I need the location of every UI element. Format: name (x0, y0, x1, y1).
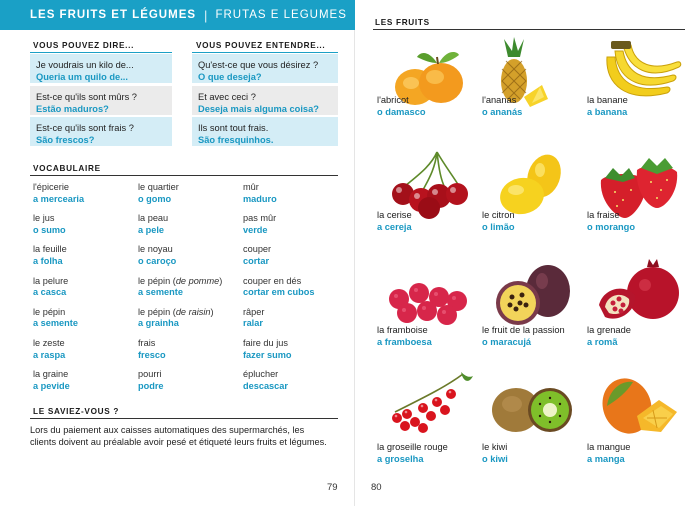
vocab-entry: faire du jus fazer sumo (243, 338, 292, 360)
vocab-rule (30, 175, 338, 176)
fruit-label: le fruit de la passion o maracujá (482, 325, 565, 347)
vocab-entry: la peau a pele (138, 213, 169, 235)
vocab-entry: le quartier o gomo (138, 182, 179, 204)
vocab-entry: le pépin (de pomme) a semente (138, 275, 223, 298)
redcurrant-icon (377, 366, 482, 441)
fruit-label: le kiwi o kiwi (482, 442, 508, 464)
vocab-entry: la feuille a folha (33, 244, 67, 266)
tip-header: LE SAVIEZ-VOUS ? (33, 407, 120, 416)
vocab-entry: frais fresco (138, 338, 166, 360)
vocab-entry: la graine a pevide (33, 369, 70, 391)
kiwi-icon (482, 366, 587, 441)
pomegranate-icon (587, 255, 692, 330)
fruit-label: la banane a banana (587, 95, 628, 117)
vocab-entry: couper en dés cortar em cubos (243, 275, 315, 298)
fruit-label: le citron o limão (482, 210, 515, 232)
vocab-entry: pas mûr verde (243, 213, 277, 235)
right-page (355, 0, 700, 506)
fruit-label: l'abricot o damasco (377, 95, 426, 117)
fruit-label: la mangue a manga (587, 442, 631, 464)
hear-rule (192, 52, 338, 53)
say-rule (30, 52, 172, 53)
fruit-label: la cerise a cereja (377, 210, 412, 232)
vocab-entry: couper cortar (243, 244, 272, 266)
vocab-entry: le zeste a raspa (33, 338, 66, 360)
vocab-entry: l'épicerie a mercearia (33, 182, 85, 204)
hear-phrase-2: Et avec ceci ? Deseja mais alguma coisa? (192, 86, 338, 115)
passionfruit-icon (482, 255, 587, 330)
say-header: VOUS POUVEZ DIRE... (33, 41, 135, 50)
fruit-label: l'ananas o ananás (482, 95, 523, 117)
banner-title-fr: LES FRUITS ET LÉGUMES (30, 9, 197, 21)
vocab-entry: le noyau o caroço (138, 244, 177, 266)
vocab-entry: éplucher descascar (243, 369, 288, 391)
say-phrase-1: Je voudrais un kilo de... Queria um quilo de... (30, 54, 172, 83)
say-phrase-3: Est-ce qu'ils sont frais ? São frescos? (30, 117, 172, 146)
fruit-label: la fraise o morango (587, 210, 636, 232)
fruit-label: la framboise a framboesa (377, 325, 432, 347)
vocab-entry: le pépin a semente (33, 306, 78, 329)
hear-header: VOUS POUVEZ ENTENDRE... (196, 41, 326, 50)
mango-icon (587, 366, 692, 441)
vocab-entry: râper ralar (243, 306, 265, 329)
raspberry-icon (377, 255, 482, 330)
banner-separator: | (204, 7, 208, 23)
vocab-entry: le jus o sumo (33, 213, 66, 235)
say-phrase-2: Est-ce qu'ils sont mûrs ? Estão maduros? (30, 86, 172, 115)
vocab-header: VOCABULAIRE (33, 164, 101, 173)
banner-title-pt: FRUTAS E LEGUMES (215, 9, 347, 21)
vocab-entry: le pépin (de raisin) a grainha (138, 306, 214, 329)
vocab-entry: la pelure a casca (33, 275, 69, 298)
page-number-left: 79 (327, 482, 338, 493)
section-banner (0, 0, 355, 30)
vocab-entry: pourri podre (138, 369, 164, 391)
fruit-label: la grenade a romã (587, 325, 631, 347)
fruit-label: la groseille rouge a groselha (377, 442, 448, 464)
tip-rule (30, 418, 338, 419)
vocab-entry: mûr maduro (243, 182, 277, 204)
page-number-right: 80 (371, 482, 382, 493)
fruits-header: LES FRUITS (375, 18, 430, 27)
hear-phrase-1: Qu'est-ce que vous désirez ? O que deseja? (192, 54, 338, 83)
tip-text: Lors du paiement aux caisses automatiques des supermarchés, les clients doivent au préalable avoir pesé et étiqueté leurs fruits et légumes. (30, 425, 327, 447)
fruits-rule (373, 29, 685, 30)
hear-phrase-3: Ils sont tout frais. São fresquinhos. (192, 117, 338, 146)
